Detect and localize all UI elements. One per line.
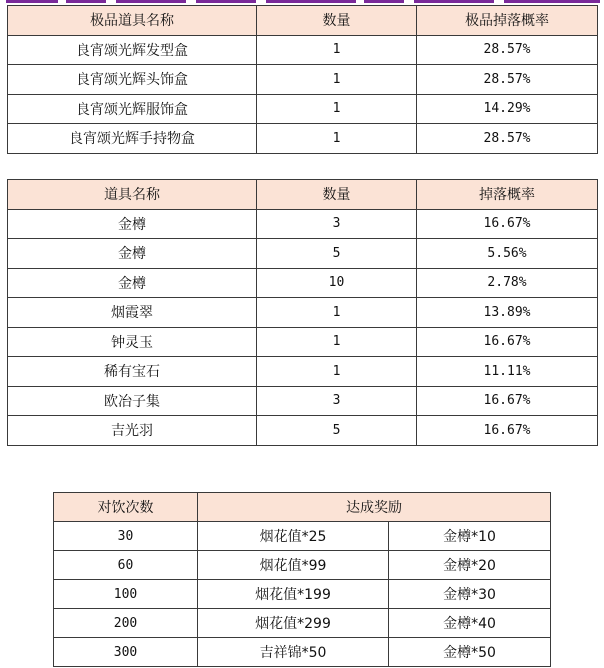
drop-rate: 28.57% xyxy=(417,124,598,154)
item-quantity: 3 xyxy=(257,209,417,239)
column-header: 道具名称 xyxy=(8,180,257,210)
drink-count: 30 xyxy=(54,522,198,551)
column-header: 掉落概率 xyxy=(417,180,598,210)
column-header: 极品道具名称 xyxy=(8,6,257,36)
drop-rate: 5.56% xyxy=(417,239,598,269)
drop-rate: 16.67% xyxy=(417,209,598,239)
item-quantity: 1 xyxy=(257,327,417,357)
drop-rate: 28.57% xyxy=(417,65,598,95)
table-row xyxy=(8,239,598,269)
table-row xyxy=(54,551,551,580)
reward-primary: 烟花值*199 xyxy=(198,580,389,609)
drink-count: 60 xyxy=(54,551,198,580)
item-quantity: 3 xyxy=(257,386,417,416)
item-name: 良宵颂光辉头饰盒 xyxy=(8,65,257,95)
table-row xyxy=(8,124,598,154)
item-name: 金樽 xyxy=(8,268,257,298)
item-name: 钟灵玉 xyxy=(8,327,257,357)
item-name: 金樽 xyxy=(8,209,257,239)
drop-rate: 11.11% xyxy=(417,357,598,387)
column-header: 极品掉落概率 xyxy=(417,6,598,36)
table-row xyxy=(8,416,598,446)
item-name: 良宵颂光辉发型盒 xyxy=(8,35,257,65)
column-header: 对饮次数 xyxy=(54,493,198,522)
item-name: 欧冶子集 xyxy=(8,386,257,416)
reward-primary: 吉祥锦*50 xyxy=(198,638,389,667)
drink-rewards-table xyxy=(53,492,551,667)
table-row xyxy=(8,35,598,65)
rare-items-table xyxy=(7,5,598,154)
item-quantity: 1 xyxy=(257,124,417,154)
items-drop-table xyxy=(7,179,598,446)
item-quantity: 1 xyxy=(257,298,417,328)
drink-count: 300 xyxy=(54,638,198,667)
column-header: 达成奖励 xyxy=(198,493,551,522)
table-row xyxy=(54,638,551,667)
drop-rate: 16.67% xyxy=(417,386,598,416)
table-row xyxy=(8,327,598,357)
reward-secondary: 金樽*40 xyxy=(389,609,551,638)
item-quantity: 5 xyxy=(257,416,417,446)
column-header: 数量 xyxy=(257,6,417,36)
drop-rate: 13.89% xyxy=(417,298,598,328)
item-name: 吉光羽 xyxy=(8,416,257,446)
reward-primary: 烟花值*299 xyxy=(198,609,389,638)
item-name: 良宵颂光辉手持物盒 xyxy=(8,124,257,154)
table-header-row xyxy=(8,180,598,210)
drop-rate: 28.57% xyxy=(417,35,598,65)
reward-secondary: 金樽*30 xyxy=(389,580,551,609)
item-quantity: 5 xyxy=(257,239,417,269)
reward-secondary: 金樽*50 xyxy=(389,638,551,667)
drop-rate: 14.29% xyxy=(417,94,598,124)
item-quantity: 1 xyxy=(257,35,417,65)
table-row xyxy=(54,609,551,638)
cropped-text-strip xyxy=(0,0,604,3)
drink-count: 100 xyxy=(54,580,198,609)
table-header-row xyxy=(54,493,551,522)
drop-rate: 16.67% xyxy=(417,327,598,357)
drop-rate: 2.78% xyxy=(417,268,598,298)
reward-secondary: 金樽*10 xyxy=(389,522,551,551)
item-quantity: 1 xyxy=(257,94,417,124)
item-quantity: 1 xyxy=(257,357,417,387)
table-row xyxy=(8,94,598,124)
table-row xyxy=(8,65,598,95)
item-name: 稀有宝石 xyxy=(8,357,257,387)
item-name: 金樽 xyxy=(8,239,257,269)
drink-count: 200 xyxy=(54,609,198,638)
table-row xyxy=(8,357,598,387)
reward-primary: 烟花值*99 xyxy=(198,551,389,580)
item-quantity: 10 xyxy=(257,268,417,298)
item-name: 烟霞翠 xyxy=(8,298,257,328)
column-header: 数量 xyxy=(257,180,417,210)
drop-rate: 16.67% xyxy=(417,416,598,446)
table-header-row xyxy=(8,6,598,36)
table-row xyxy=(8,268,598,298)
table-row xyxy=(8,209,598,239)
reward-secondary: 金樽*20 xyxy=(389,551,551,580)
table-row xyxy=(8,386,598,416)
table-row xyxy=(54,522,551,551)
table-row xyxy=(54,580,551,609)
table-row xyxy=(8,298,598,328)
reward-primary: 烟花值*25 xyxy=(198,522,389,551)
item-name: 良宵颂光辉服饰盒 xyxy=(8,94,257,124)
item-quantity: 1 xyxy=(257,65,417,95)
